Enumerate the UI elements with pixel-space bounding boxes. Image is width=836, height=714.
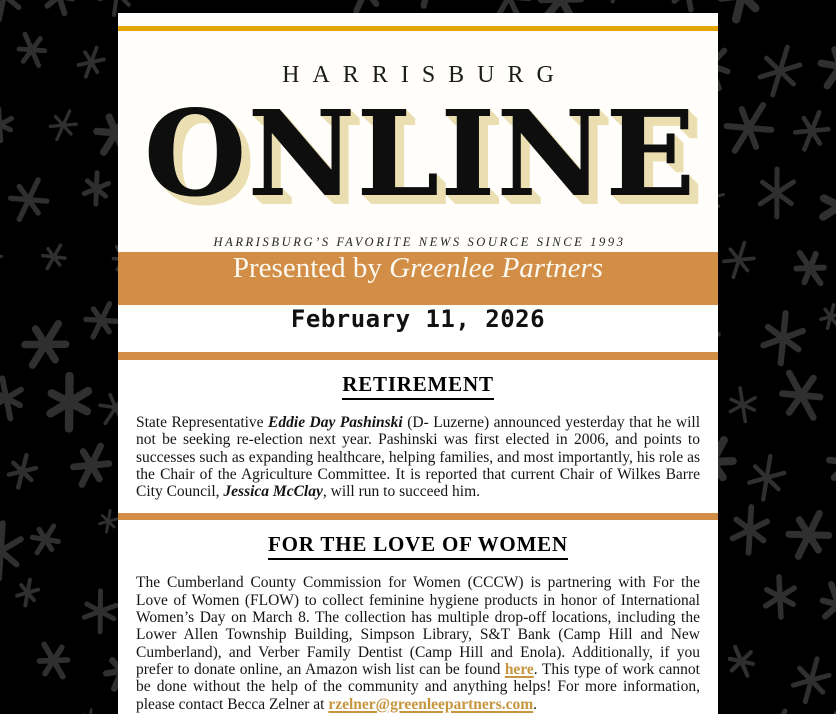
masthead-kicker: HARRISBURG [282,62,567,88]
newsletter-column [118,13,718,714]
star-decoration-icon [809,575,836,633]
paragraph-text: The Cumberland County Commission for Women (CCCW) is partnering with For the Love of Women (FLOW) to collect feminine hygiene products in honor of International Women’s Day on March 8. The collection has multiple drop-off locations, including the Lower Allen Township Building, Simpson Library, S&T Bank (Camp Hill and New Cumberland), and Verber Family Dentist (Camp Hill and Enola). Additionally, if you prefer to donate online, an Amazon wish list can be found [136,574,700,678]
paragraph-text: State Representative [136,414,269,431]
issue-date: February 11, 2026 [118,305,718,352]
section-paragraph [136,574,700,712]
section-heading [136,532,700,560]
section-paragraph [136,414,700,500]
news-section [136,532,700,712]
star-decoration-icon [42,375,97,430]
section-heading [136,372,700,400]
star-decoration-icon [747,39,812,104]
star-decoration-icon [710,90,787,167]
star-decoration-icon [36,0,84,20]
date-bottom-rule [118,352,718,360]
star-decoration-icon [79,590,122,633]
masthead-top-spacer [118,13,718,26]
star-decoration-icon [754,309,811,366]
star-decoration-icon [715,236,763,284]
star-decoration-icon [783,241,836,294]
masthead-gold-rule [118,26,718,31]
banner-prefix: Presented by [232,252,390,284]
star-decoration-icon [26,633,79,686]
star-decoration-icon [0,107,17,142]
paragraph-text: (D- Luzerne) announced yesterday that he will not be seeking re-election next year. Pashinski was first elected in 2006, and points to successes such as expanding healthcare, helping families, and most importantly, his role as the Chair of the Agriculture Committee. It is reported that current Chair of Wilkes Barre City Council, [136,414,701,501]
star-decoration-icon [594,0,646,9]
star-decoration-icon [783,651,836,708]
star-decoration-icon [11,577,43,609]
paragraph-text: . This type of work cannot be done without the help of the community and anything helps! For more information, please contact Becca Zelner at [136,660,700,713]
section-heading-text: FOR THE LOVE OF WOMEN [268,532,568,560]
star-decoration-icon [754,703,802,714]
amazon-wish-list-link[interactable]: here [504,660,534,678]
paragraph-text: , will run to succeed him. [322,483,480,501]
star-decoration-icon [766,359,836,430]
presented-by-banner [118,252,718,305]
star-decoration-icon [70,41,112,83]
section-heading-text: RETIREMENT [342,372,494,400]
star-decoration-icon [775,502,836,568]
email-link[interactable]: rzelner@greenleepartners.com [328,695,534,713]
star-decoration-icon [1,451,43,493]
person-name-pashinski: Eddie Day Pashinski [268,414,403,431]
star-decoration-icon [0,0,35,26]
star-decoration-icon [723,384,763,424]
star-decoration-icon [807,32,836,100]
star-decoration-icon [8,27,55,74]
masthead-logo: ONLINE [143,84,697,223]
star-decoration-icon [10,310,80,380]
star-decoration-icon [720,639,763,682]
section-divider [118,513,718,520]
star-decoration-icon [62,435,122,495]
masthead [118,13,718,252]
paragraph-text: . [533,695,537,713]
star-decoration-icon [42,103,85,146]
star-decoration-icon [77,708,101,714]
star-decoration-icon [827,0,836,29]
star-decoration-icon [751,168,801,218]
star-decoration-icon [401,0,455,11]
star-decoration-icon [0,169,59,229]
star-decoration-icon [710,0,773,26]
star-decoration-icon [725,504,776,555]
star-decoration-icon [0,242,9,277]
person-name-mcclay: Jessica McClay [223,483,323,501]
star-decoration-icon [758,575,802,619]
star-decoration-icon [784,103,836,157]
article-content [118,372,718,713]
star-decoration-icon [813,706,836,714]
star-decoration-icon [815,301,836,332]
star-decoration-icon [0,520,31,582]
star-decoration-icon [0,373,31,423]
banner-brand-name: Greenlee Partners [389,252,604,284]
star-decoration-icon [741,452,793,504]
masthead-tagline: HARRISBURG’S FAVORITE NEWS SOURCE SINCE 1993 [213,235,626,249]
star-decoration-icon [35,238,73,276]
star-decoration-icon [814,181,836,231]
star-decoration-icon [79,172,113,206]
news-section [136,372,700,500]
star-decoration-icon [815,429,836,495]
